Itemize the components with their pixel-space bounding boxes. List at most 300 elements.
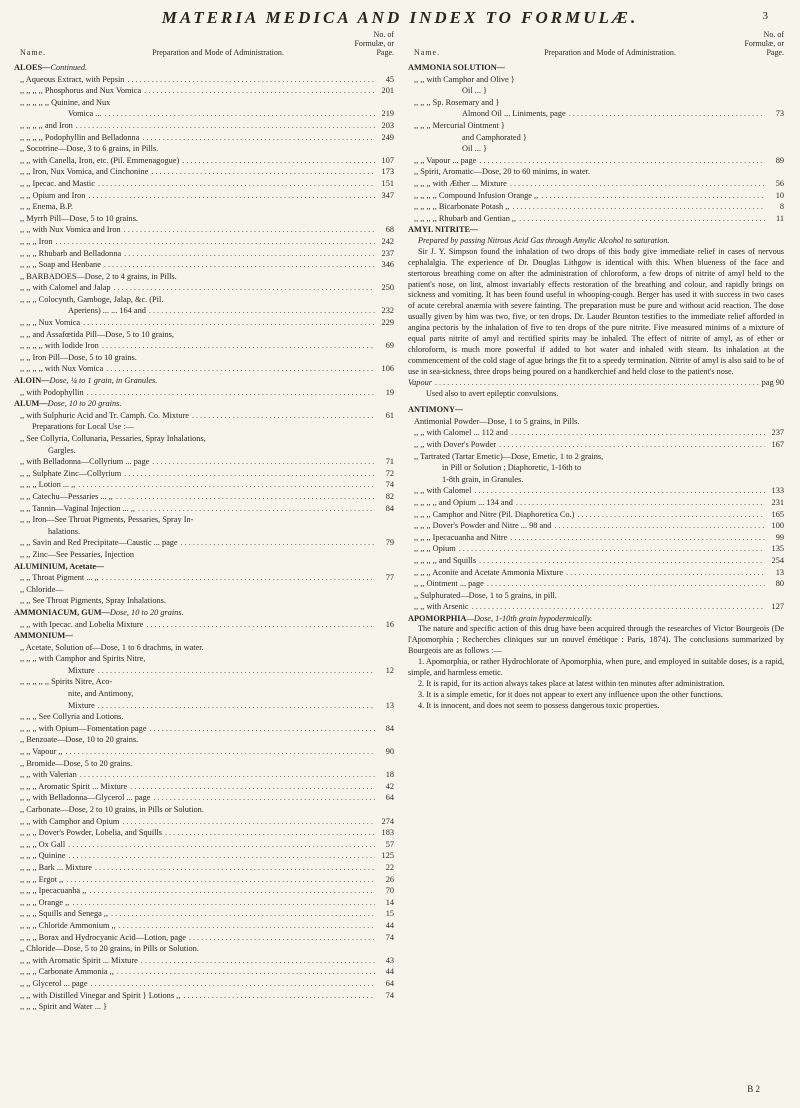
entry-formula-number: 90	[385, 747, 394, 757]
entry-text: ,, ,, See Throat Pigments, Spray Inhalations.	[20, 596, 166, 606]
leader-dots	[149, 305, 375, 317]
entry-formula-number: 42	[385, 781, 394, 791]
entry-formula-number: 72	[385, 468, 394, 478]
entry-formula-number: 44	[385, 967, 394, 977]
leader-dots	[87, 387, 375, 399]
entry-text: ,, ,, ,, Aconite and Acetate Ammonia Mixture	[414, 567, 564, 577]
leader-dots	[183, 990, 375, 1002]
entry-heading: APOMORPHIA	[408, 613, 467, 623]
index-entry	[408, 427, 784, 439]
entry-heading: AMMONIUM—	[14, 631, 74, 641]
entry-text: ,, ,, ,, Bark ... Mixture	[20, 862, 92, 872]
entry-text: ,, ,, ,, ,, with Iodide Iron	[20, 341, 99, 351]
entry-text: ,, ,, Iron—See Throat Pigments, Pessaries, Spray In-	[20, 515, 194, 525]
entry-formula-number: 254	[771, 555, 784, 565]
entry-text: ,, ,, ,, Ipecacuanha and Nitre	[414, 532, 508, 542]
entry-formula-number: 74	[385, 990, 394, 1000]
left-column-header	[14, 30, 394, 57]
entry-text: ,, Socotrine—Dose, 3 to 6 grains, in Pills.	[20, 144, 159, 154]
leader-dots	[516, 497, 765, 509]
entry-text: ,, ,, ,, Orange ,,	[20, 897, 70, 907]
leader-dots	[142, 132, 375, 144]
entry-text: ,, ,, ,, Ox Gall	[20, 839, 66, 849]
entry-formula-number: 22	[385, 862, 394, 872]
entry-text	[408, 62, 505, 74]
left-entries	[14, 62, 394, 1013]
entry-heading: AMYL NITRITE—	[408, 225, 479, 235]
index-entry	[14, 166, 394, 178]
entry-formula-number: 14	[385, 897, 394, 907]
entry-text: ,, ,, ,, ,, Podophyllin and Belladonna	[20, 132, 140, 142]
entry-formula-number: 12	[385, 665, 394, 675]
entry-formula-number: 346	[381, 260, 394, 270]
entry-formula-number: 232	[381, 306, 394, 316]
leader-dots	[189, 932, 375, 944]
entry-text: ,, ,, Ointment ... page	[414, 579, 484, 589]
entry-heading: ALUMINIUM, Acetate—	[14, 561, 105, 571]
amyl-vapour-note: Used also to avert epileptic convulsions.	[426, 389, 559, 399]
header-no: No. of Formulæ, or Page.	[354, 30, 394, 57]
page-title: MATERIA MEDICA AND INDEX TO FORMULÆ.	[161, 8, 639, 27]
entry-formula-number: 347	[381, 190, 394, 200]
index-entry	[14, 595, 394, 607]
entry-text: Oil ... }	[462, 144, 487, 154]
index-entry	[408, 108, 784, 120]
leader-dots	[519, 213, 765, 225]
entry-formula-number: 74	[385, 932, 394, 942]
entry-text: ,, ,, with Arsenic	[414, 602, 469, 612]
leader-dots	[182, 155, 375, 167]
leader-dots	[577, 509, 765, 521]
entry-text: ,, ,, ,, Colocynth, Gamboge, Jalap, &c. (Pil.	[20, 294, 164, 304]
index-entry	[14, 294, 394, 306]
entry-text: ,, ,, ,, Opium	[414, 544, 456, 554]
index-entry	[14, 653, 394, 665]
right-entries-antimony	[408, 404, 784, 624]
index-entry	[14, 990, 394, 1002]
index-entry	[408, 601, 784, 613]
entry-formula-number: 64	[385, 793, 394, 803]
index-entry	[408, 439, 784, 451]
entry-text: Aperiens) ... ... 164 and	[68, 306, 146, 316]
header-name: Name.	[414, 48, 441, 57]
index-entry	[14, 549, 394, 561]
entry-text: Gargles.	[48, 445, 76, 455]
index-entry	[14, 827, 394, 839]
entry-formula-number: 106	[381, 364, 394, 374]
index-entry	[408, 474, 784, 486]
amyl-body: Sir J. Y. Simpson found the inhalation of two drops of this body give immediate relief in cases of nervous cephalalgia. The experience of Dr. Douglas Lithgow is identical with this. When blueness of the face and stertorous breathing come on after the administration of chloroform, a few drops of nitrite of amyl held to the patient's nose, on lint, almost invariably effects restoration of the breathing and colour, and rapidly brings on sickness and vomiting. It has been found useful in whooping-cough. Berger has used it with success in two cases of acute cerebral anæmia with severe fainting. The preparation must be pure and without acid reaction. The dose usually given by him was two, five, or ten drops. Dr. Lauder Brunton testifies to the immediate relief afforded in angina pectoris by the inhalation of five to ten drops of the pure nitrite. Five measured minims of a mixture of equal parts nitrite of amyl and rectified spirits may be inhaled. The effect of nitrite of amyl, as of ether or chloroform, is much more powerful if added to hot water and inhaled with steam. Its inhalation at the commencement of the cold stage of ague brings the fit to a speedy termination. Nitrite of amyl is also said to be of use in sea-sickness, three drops being poured on a handkerchief and held close to the patient's nose.	[408, 246, 784, 376]
apomorphia-body: The nature and specific action of this drug have been acquired through the researches of Victor Bourgeois (De l'Apomorphia ; Recherches cliniques sur un nouvel émétique : Paris, 1874). The conclusions summarized by Bourgeois are as follows :—	[408, 624, 784, 656]
entry-text: ,, ,, ,, Spirit and Water ... }	[20, 1002, 108, 1012]
leader-dots	[479, 155, 765, 167]
entry-text: ,, ,, ,, Squills and Senega ,,	[20, 909, 109, 919]
entry-text: ,, Sulphurated—Dose, 1 to 5 grains, in pill.	[414, 590, 557, 600]
index-entry	[408, 509, 784, 521]
leader-dots	[68, 850, 375, 862]
entry-text	[14, 607, 184, 619]
entry-text: ,, ,, ,, Sp. Rosemary and }	[414, 97, 500, 107]
index-entry	[14, 908, 394, 920]
apomorphia-point: 4. It is innocent, and does not seem to possess dangerous toxic properties.	[418, 700, 660, 710]
entry-text: ,, Acetate, Solution of—Dose, 1 to 6 drachms, in water.	[20, 642, 204, 652]
entry-text: ,, ,, Enema, B.P.	[20, 202, 74, 212]
entry-formula-number: 219	[381, 109, 394, 119]
leader-dots	[192, 410, 375, 422]
index-entry	[408, 85, 784, 97]
entry-text: ,, ,, ,, Borax and Hydrocyanic Acid—Lotion, page	[20, 932, 186, 942]
entry-text: ,, ,, ,, ,, Compound Infusion Orange ,,	[414, 190, 539, 200]
index-entry	[14, 155, 394, 167]
entry-formula-number: 79	[385, 538, 394, 548]
leader-dots	[72, 897, 375, 909]
index-entry	[408, 132, 784, 144]
entry-text: ,, ,, Vapour ... page	[414, 155, 477, 165]
index-entry	[408, 416, 784, 428]
entry-formula-number: 11	[776, 213, 784, 223]
leader-dots	[181, 537, 375, 549]
entry-heading: AMMONIACUM, GUM—	[14, 607, 110, 617]
entry-text: ,, ,, Catechu—Pessaries ... ,,	[20, 491, 113, 501]
entry-formula-number: 173	[381, 167, 394, 177]
entry-formula-number: 89	[775, 155, 784, 165]
entry-text	[14, 375, 157, 387]
entry-text: ,, ,, ,, ,, and Squills	[414, 555, 476, 565]
index-entry	[14, 248, 394, 260]
left-column	[14, 30, 394, 1013]
index-entry	[14, 132, 394, 144]
index-entry	[14, 1001, 394, 1013]
index-entry	[14, 85, 394, 97]
entry-text: ,, ,, with Camphor and Olive }	[414, 74, 515, 84]
entry-text: ,, ,, ,, Carbonate Ammonia ,,	[20, 967, 114, 977]
leader-dots	[474, 485, 765, 497]
index-entry	[408, 97, 784, 109]
entry-text: ,, ,, ,, ,, and Iron	[20, 120, 73, 130]
entry-formula-number: 107	[381, 155, 394, 165]
index-entry	[14, 885, 394, 897]
amyl-intro: Prepared by passing Nitrous Acid Gas through Amylic Alcohol to saturation.	[418, 235, 670, 245]
entry-text	[14, 561, 104, 573]
leader-dots	[472, 601, 765, 613]
entry-heading: ANTIMONY—	[408, 405, 464, 415]
index-entry	[408, 155, 784, 167]
index-entry	[14, 120, 394, 132]
entry-text: ,, ,, ,, Camphor and Nitre (Pil. Diaphoretica Co.)	[414, 509, 575, 519]
index-entry	[408, 404, 784, 416]
entry-formula-number: 203	[381, 120, 394, 130]
entry-formula-number: 237	[771, 428, 784, 438]
index-entry	[14, 224, 394, 236]
entry-formula-number: 70	[385, 886, 394, 896]
entry-text: Mixture	[68, 665, 95, 675]
entry-formula-number: 44	[385, 920, 394, 930]
index-entry	[14, 375, 394, 387]
index-entry	[14, 978, 394, 990]
leader-dots	[124, 224, 375, 236]
index-entry	[14, 642, 394, 654]
leader-dots	[98, 700, 375, 712]
entry-formula-number: 135	[771, 544, 784, 554]
index-entry	[14, 792, 394, 804]
index-entry	[14, 874, 394, 886]
entry-text: Antimonial Powder—Dose, 1 to 5 grains, in Pills.	[414, 416, 580, 426]
entry-formula-number: 13	[385, 700, 394, 710]
entry-formula-number: 84	[385, 503, 394, 513]
entry-text: nite, and Antimony,	[68, 689, 134, 699]
index-entry	[408, 485, 784, 497]
entry-formula-number: 250	[381, 283, 394, 293]
entry-text: ,, ,, Throat Pigment ... ,,	[20, 573, 99, 583]
index-entry	[14, 190, 394, 202]
entry-formula-number: 183	[381, 828, 394, 838]
leader-dots	[511, 427, 765, 439]
right-entries	[408, 62, 784, 236]
entry-text: ,, ,, ,, Ipecacuanha ,,	[20, 886, 87, 896]
entry-text: ,, Carbonate—Dose, 2 to 10 grains, in Pills or Solution.	[20, 805, 204, 814]
entry-text: ,, ,, ,, See Collyria and Lotions.	[20, 712, 124, 722]
index-entry	[14, 398, 394, 410]
entry-text: ,, ,, with Aromatic Spirit ... Mixture	[20, 955, 138, 965]
index-entry	[14, 897, 394, 909]
index-entry	[14, 317, 394, 329]
entry-heading: ALOIN—	[14, 376, 50, 386]
entry-text: ,, ,, with Dover's Powder	[414, 439, 497, 449]
index-entry	[14, 804, 394, 816]
index-entry	[14, 271, 394, 283]
index-entry	[408, 143, 784, 155]
index-entry	[14, 445, 394, 457]
leader-dots	[114, 282, 375, 294]
entry-heading: AMMONIA SOLUTION—	[408, 63, 506, 72]
index-entry	[408, 613, 784, 625]
index-entry	[14, 676, 394, 688]
entry-dose: —Dose, 1-10th grain hypodermically.	[466, 613, 593, 623]
entry-formula-number: 18	[385, 770, 394, 780]
index-entry	[14, 236, 394, 248]
entry-text: ,, ,, ,, Dover's Powder and Nitre ... 98 and	[414, 521, 552, 531]
leader-dots	[152, 456, 375, 468]
header-prep: Preparation and Mode of Administration.	[152, 48, 284, 57]
entry-text: ,, ,, ,, ,, with Nux Vomica	[20, 364, 104, 374]
index-entry	[408, 62, 784, 74]
index-entry	[14, 352, 394, 364]
leader-dots	[80, 769, 375, 781]
leader-dots	[130, 781, 375, 793]
entry-text: ,, ,, ,, Soap and Henbane	[20, 260, 101, 270]
index-entry	[14, 340, 394, 352]
entry-text	[14, 62, 87, 74]
entry-text: ,, ,, Sulphate Zinc—Collyrium	[20, 468, 122, 478]
leader-dots	[479, 555, 765, 567]
entry-text: ,, ,, with Calomel	[414, 486, 472, 496]
apomorphia-point: 2. It is rapid, for its action always takes place at latest within ten minutes after administration.	[418, 679, 725, 688]
entry-text: ,, ,, ,, ,, Bicarbonate Potash ,,	[414, 202, 510, 212]
entry-heading: ALUM—	[14, 399, 48, 409]
entry-text: ,, ,, with Valerian	[20, 770, 77, 780]
entry-dose: Dose, 10 to 20 grains.	[47, 399, 122, 409]
entry-formula-number: 229	[381, 318, 394, 328]
entry-text: in Pill or Solution ; Diaphoretic, 1-16th to	[442, 463, 582, 473]
entry-text: ,, ,, Opium and Iron	[20, 190, 86, 200]
entry-formula-number: 69	[385, 341, 394, 351]
entry-text: ,, ,, ,, ,, Phosphorus and Nux Vomica	[20, 86, 142, 96]
leader-dots	[83, 317, 375, 329]
entry-text: ,, See Collyria, Collunaria, Pessaries, Spray Inhalations,	[20, 434, 206, 443]
index-entry	[14, 363, 394, 375]
leader-dots	[102, 572, 375, 584]
index-entry	[14, 178, 394, 190]
index-entry	[408, 543, 784, 555]
leader-dots	[105, 108, 376, 120]
leader-dots	[569, 108, 765, 120]
leader-dots	[119, 920, 375, 932]
index-entry	[14, 259, 394, 271]
index-entry	[14, 607, 394, 619]
entry-formula-number: 43	[385, 955, 394, 965]
leader-dots	[124, 468, 375, 480]
leader-dots	[554, 520, 765, 532]
index-entry	[14, 781, 394, 793]
leader-dots	[98, 665, 375, 677]
index-entry	[408, 555, 784, 567]
entry-text: ,, ,, with Distilled Vinegar and Spirit } Lotions ,,	[20, 990, 181, 1000]
leader-dots	[150, 723, 375, 735]
entry-text: ,, ,, and Assafœtida Pill—Dose, 5 to 10 grains,	[20, 329, 174, 339]
entry-formula-number: 57	[385, 839, 394, 849]
index-entry	[408, 213, 784, 225]
leader-dots	[165, 827, 375, 839]
entry-text: ,, BARBADOES—Dose, 2 to 4 grains, in Pills.	[20, 271, 177, 281]
leader-dots	[141, 955, 375, 967]
index-entry	[14, 62, 394, 74]
index-entry	[14, 387, 394, 399]
header-name: Name.	[20, 48, 47, 57]
index-entry	[14, 410, 394, 422]
leader-dots	[66, 874, 375, 886]
entry-text: 1-8th grain, in Granules.	[442, 474, 524, 484]
entry-text: ,, ,, with Canella, Iron, etc. (Pil. Emmenagogue)	[20, 155, 180, 165]
entry-dose: Dose, ¼ to 1 grain, in Granules.	[49, 376, 158, 386]
leader-dots	[68, 839, 375, 851]
entry-heading: ALOES—	[14, 63, 51, 72]
index-entry	[408, 178, 784, 190]
entry-text: Preparations for Local Use :—	[32, 422, 134, 432]
entry-text: ,, Chloride—	[20, 584, 64, 594]
index-entry	[14, 630, 394, 642]
index-entry	[14, 526, 394, 538]
entry-text: Vomica ...	[68, 109, 102, 119]
entry-text: ,, Benzoate—Dose, 10 to 20 grains.	[20, 735, 139, 745]
leader-dots	[76, 120, 375, 132]
entry-text: Oil ... }	[462, 86, 487, 96]
index-entry	[14, 850, 394, 862]
page-signature: B 2	[747, 1084, 760, 1094]
index-entry	[408, 532, 784, 544]
entry-formula-number: 56	[775, 178, 784, 188]
index-entry	[14, 723, 394, 735]
leader-dots	[95, 862, 375, 874]
index-entry	[408, 74, 784, 86]
entry-formula-number: 165	[771, 509, 784, 519]
index-entry	[408, 578, 784, 590]
leader-dots	[510, 178, 765, 190]
amyl-vapour-line	[408, 378, 784, 390]
leader-dots	[104, 259, 375, 271]
index-entry	[408, 451, 784, 463]
entry-text: ,, Spirit, Aromatic—Dose, 20 to 60 minims, in water.	[414, 167, 591, 177]
index-entry	[14, 932, 394, 944]
leader-dots	[56, 236, 376, 248]
entry-formula-number: 84	[385, 723, 394, 733]
entry-formula-number: 61	[385, 410, 394, 420]
index-entry	[408, 201, 784, 213]
leader-dots	[122, 816, 375, 828]
entry-formula-number: 15	[385, 909, 394, 919]
index-entry	[408, 462, 784, 474]
index-entry	[14, 955, 394, 967]
amyl-vapour-page: pag 90	[761, 377, 784, 387]
entry-text: ,, with Belladonna—Collyrium ... page	[20, 457, 150, 467]
index-entry	[14, 734, 394, 746]
index-entry	[14, 421, 394, 433]
entry-text: ,, ,, with Camphor and Opium	[20, 816, 120, 826]
entry-text: ,, ,, Glycerol ... page	[20, 978, 88, 988]
entry-text: Almond Oil ... Liniments, page	[462, 109, 566, 119]
index-entry	[14, 746, 394, 758]
entry-text: ,, ,, Iron, Nux Vomica, and Cinchonine	[20, 167, 149, 177]
leader-dots	[89, 885, 375, 897]
leader-dots	[138, 503, 375, 515]
index-entry	[14, 572, 394, 584]
leader-dots	[98, 178, 375, 190]
index-entry	[14, 619, 394, 631]
entry-text: ,, ,, with Belladonna—Glycerol ... page	[20, 793, 151, 803]
index-entry	[14, 943, 394, 955]
entry-text: ,, with Podophyllin	[20, 387, 84, 397]
leader-dots	[435, 378, 759, 387]
entry-formula-number: 125	[381, 851, 394, 861]
index-entry	[408, 497, 784, 509]
entry-formula-number: 80	[775, 579, 784, 589]
entry-formula-number: 19	[385, 387, 394, 397]
entry-formula-number: 167	[771, 439, 784, 449]
entry-formula-number: 237	[381, 248, 394, 258]
index-entry	[14, 862, 394, 874]
index-entry	[14, 201, 394, 213]
leader-dots	[106, 363, 375, 375]
index-entry	[14, 816, 394, 828]
entry-text: ,, Aqueous Extract, with Pepsin	[20, 74, 125, 84]
leader-dots	[153, 792, 375, 804]
entry-formula-number: 77	[385, 573, 394, 583]
leader-dots	[117, 966, 375, 978]
leader-dots	[102, 340, 375, 352]
entry-text: ,, ,, ,, Nux Vomica	[20, 318, 81, 328]
entry-text: ,, Myrrh Pill—Dose, 5 to 10 grains.	[20, 213, 138, 223]
index-entry	[408, 590, 784, 602]
index-entry	[14, 282, 394, 294]
index-entry	[408, 190, 784, 202]
entry-text: ,, ,, ,, with Camphor and Spirits Nitre,	[20, 654, 146, 664]
index-entry	[408, 520, 784, 532]
index-entry	[14, 537, 394, 549]
index-entry	[14, 433, 394, 445]
leader-dots	[459, 543, 765, 555]
right-column	[408, 30, 784, 712]
entry-formula-number: 151	[381, 178, 394, 188]
apomorphia-point: 1. Apomorphia, or rather Hydrochlorate of Apomorphia, when pure, and employed in suitable doses, is a rapid, simple, and harmless emetic.	[408, 657, 784, 678]
